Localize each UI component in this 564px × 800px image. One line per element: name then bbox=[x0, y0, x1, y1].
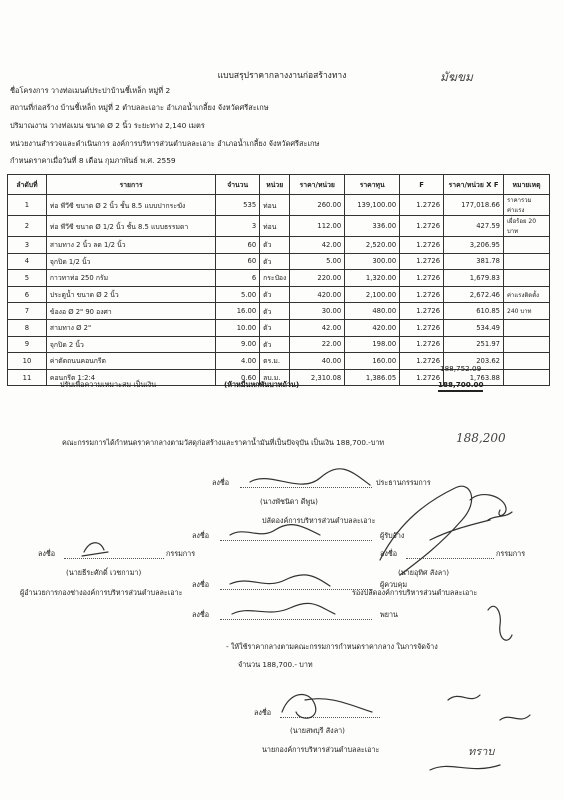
row-item: ข้องอ Ø 2" 90 องศา bbox=[46, 303, 215, 320]
row-factor: 1.2726 bbox=[400, 195, 444, 216]
left-role: กรรมการ bbox=[166, 549, 196, 558]
large-signature-scribble bbox=[380, 486, 490, 575]
row-no: 5 bbox=[8, 270, 47, 287]
row-unit: ตัว bbox=[260, 303, 290, 320]
row-factor: 1.2726 bbox=[400, 253, 444, 270]
left-sign-prefix: ลงชื่อ bbox=[38, 549, 56, 558]
margin-scribble bbox=[488, 606, 512, 640]
row-cost: 336.00 bbox=[345, 216, 400, 237]
row-item: คอนกรีต 1:2:4 bbox=[46, 369, 215, 386]
row-qty: 16.00 bbox=[216, 303, 260, 320]
project-location: สถานที่ก่อสร้าง บ้านชี้เหล็ก หมู่ที่ 2 ตำบลละเอาะ อำเภอน้ำเกลี้ยง จังหวัดศรีสะเกษ bbox=[10, 103, 269, 112]
row-qty: 0.60 bbox=[216, 369, 260, 386]
row-price-factor: 203.62 bbox=[444, 353, 504, 370]
row-price-factor: 251.97 bbox=[444, 336, 504, 353]
row-no: 1 bbox=[8, 195, 47, 216]
row-qty: 6 bbox=[216, 270, 260, 287]
header-cost: ราคาทุน bbox=[345, 175, 400, 195]
row-unit-price: 5.00 bbox=[290, 253, 345, 270]
row-no: 11 bbox=[8, 369, 47, 386]
mid-signature-scribble-2 bbox=[230, 575, 330, 586]
row-item: ท่อ พีวีซี ขนาด Ø 2 นิ้ว ชั้น 8.5 แบบปากระฆัง bbox=[46, 195, 215, 216]
row-unit-price: 40.00 bbox=[290, 353, 345, 370]
mid-role-2: ผู้ควบคุม bbox=[380, 580, 408, 589]
row-price-factor: 3,206.95 bbox=[444, 237, 504, 254]
row-factor: 1.2726 bbox=[400, 216, 444, 237]
row-item: กาวทาท่อ 250 กรัม bbox=[46, 270, 215, 287]
row-cost: 1,386.05 bbox=[345, 369, 400, 386]
bottom-right-scribble bbox=[430, 695, 530, 770]
row-unit: ท่อน bbox=[260, 195, 290, 216]
chair-role: ประธานกรรมการ bbox=[376, 478, 431, 487]
row-unit-price: 220.00 bbox=[290, 270, 345, 287]
row-unit: ตัว bbox=[260, 286, 290, 303]
row-item: ท่อ พีวีซี ขนาด Ø 1/2 นิ้ว ชั้น 8.5 แบบธรรมดา bbox=[46, 216, 215, 237]
bottom-sign-prefix: ลงชื่อ bbox=[254, 708, 272, 717]
row-item: สามทาง Ø 2" bbox=[46, 319, 215, 336]
rounded-value: 188,700.00 bbox=[438, 380, 483, 392]
row-unit: ตัว bbox=[260, 237, 290, 254]
row-cost: 1,320.00 bbox=[345, 270, 400, 287]
left-name: (นายธีระศักดิ์ เวชกามา) bbox=[66, 568, 142, 577]
row-factor: 1.2726 bbox=[400, 319, 444, 336]
row-factor: 1.2726 bbox=[400, 237, 444, 254]
mid-sign-prefix-3: ลงชื่อ bbox=[192, 610, 210, 619]
right-sign-prefix: ลงชื่อ bbox=[380, 549, 398, 558]
row-cost: 300.00 bbox=[345, 253, 400, 270]
right-role: กรรมการ bbox=[496, 549, 526, 558]
header-item: รายการ bbox=[46, 175, 215, 195]
corner-handwritten-note: มัฆขม bbox=[440, 70, 473, 84]
mid-signature-scribble-1 bbox=[230, 525, 320, 535]
row-factor: 1.2726 bbox=[400, 353, 444, 370]
header-unit-price: ราคา/หน่วย bbox=[290, 175, 345, 195]
row-no: 2 bbox=[8, 216, 47, 237]
row-cost: 480.00 bbox=[345, 303, 400, 320]
row-no: 6 bbox=[8, 286, 47, 303]
row-no: 9 bbox=[8, 336, 47, 353]
header-no: ลำดับที่ bbox=[8, 175, 47, 195]
left-position: ผู้อำนวยการกองช่างองค์การบริหารส่วนตำบลละเอาะ bbox=[20, 588, 183, 597]
row-unit-price: 42.00 bbox=[290, 319, 345, 336]
approval-amount: จำนวน 188,700.- บาท bbox=[238, 660, 313, 669]
row-unit: ตร.ม. bbox=[260, 353, 290, 370]
row-unit: ตัว bbox=[260, 253, 290, 270]
committee-statement: คณะกรรมการได้กำหนดราคากลางตามวัสดุก่อสร้างและราคาน้ำมันที่เป็นปัจจุบัน เป็นเงิน 188,700.-บาท bbox=[62, 438, 385, 447]
rounded-label: ปรับเพื่อความเหมาะสม เป็นเงิน bbox=[60, 380, 157, 389]
row-qty: 60 bbox=[216, 237, 260, 254]
right-position: รองปลัดองค์การบริหารส่วนตำบลละเอาะ bbox=[352, 588, 478, 597]
bottom-signature-scribble bbox=[282, 695, 372, 719]
row-price-factor: 1,763.88 bbox=[444, 369, 504, 386]
header-qty: จำนวน bbox=[216, 175, 260, 195]
row-unit: ตัว bbox=[260, 336, 290, 353]
row-price-factor: 381.78 bbox=[444, 253, 504, 270]
row-qty: 10.00 bbox=[216, 319, 260, 336]
row-item: ค่าตัดถนนคอนกรีต bbox=[46, 353, 215, 370]
price-date: กำหนดราคาเมื่อวันที่ 8 เดือน กุมภาพันธ์ พ.ศ. 2559 bbox=[10, 156, 176, 165]
right-margin-signature bbox=[470, 495, 512, 520]
row-note: ราคารวมค่าแรง bbox=[504, 195, 550, 216]
row-qty: 535 bbox=[216, 195, 260, 216]
responsible-agency: หน่วยงานสำรวจและดำเนินการ องค์การบริหารส่วนตำบลละเอาะ อำเภอน้ำเกลี้ยง จังหวัดศรีสะเกษ bbox=[10, 139, 320, 148]
row-factor: 1.2726 bbox=[400, 303, 444, 320]
row-cost: 198.00 bbox=[345, 336, 400, 353]
chair-sign-prefix: ลงชื่อ bbox=[212, 478, 230, 487]
mid-sign-prefix-2: ลงชื่อ bbox=[192, 580, 210, 589]
row-note: เผื่อร้อย 20 บาท bbox=[504, 216, 550, 237]
mid-sign-prefix-1: ลงชื่อ bbox=[192, 531, 210, 540]
row-no: 3 bbox=[8, 237, 47, 254]
row-factor: 1.2726 bbox=[400, 369, 444, 386]
mid-role-1: ผู้รับจ้าง bbox=[380, 531, 405, 540]
row-cost: 2,520.00 bbox=[345, 237, 400, 254]
row-unit: กระป๋อง bbox=[260, 270, 290, 287]
row-qty: 3 bbox=[216, 216, 260, 237]
row-unit-price: 42.00 bbox=[290, 237, 345, 254]
row-qty: 5.00 bbox=[216, 286, 260, 303]
row-item: สามทาง 2 นิ้ว ลด 1/2 นิ้ว bbox=[46, 237, 215, 254]
row-unit-price: 260.00 bbox=[290, 195, 345, 216]
project-name: ชื่อโครงการ วางท่อเมนต์ประปาบ้านชี้เหล็ก หมู่ที่ 2 bbox=[10, 86, 171, 95]
row-cost: 139,100.00 bbox=[345, 195, 400, 216]
row-no: 8 bbox=[8, 319, 47, 336]
header-unit: หน่วย bbox=[260, 175, 290, 195]
mid-signature-scribble-3 bbox=[232, 603, 335, 614]
row-unit: ท่อน bbox=[260, 216, 290, 237]
row-no: 7 bbox=[8, 303, 47, 320]
row-factor: 1.2726 bbox=[400, 270, 444, 287]
row-cost: 2,100.00 bbox=[345, 286, 400, 303]
chair-position: ปลัดองค์การบริหารส่วนตำบลละเอาะ bbox=[262, 516, 376, 525]
row-unit-price: 420.00 bbox=[290, 286, 345, 303]
row-unit: ตัว bbox=[260, 319, 290, 336]
row-factor: 1.2726 bbox=[400, 336, 444, 353]
header-price-factor: ราคา/หน่วย X F bbox=[444, 175, 504, 195]
row-cost: 420.00 bbox=[345, 319, 400, 336]
subtotal-value: 188,752.09 bbox=[440, 364, 482, 373]
work-quantity: ปริมาณงาน วางท่อเมน ขนาด Ø 2 นิ้ว ระยะทาง 2,140 เมตร bbox=[10, 121, 205, 130]
bottom-position: นายกองค์การบริหารส่วนตำบลละเอาะ bbox=[262, 745, 380, 754]
row-unit-price: 112.00 bbox=[290, 216, 345, 237]
bottom-name: (นายสพบุรี สังลา) bbox=[290, 726, 345, 735]
row-unit: ลบ.ม. bbox=[260, 369, 290, 386]
row-cost: 160.00 bbox=[345, 353, 400, 370]
rounded-words: (ห้าหมื่นหกพันบาทถ้วน) bbox=[224, 380, 300, 389]
row-price-factor: 610.85 bbox=[444, 303, 504, 320]
header-note: หมายเหตุ bbox=[504, 175, 550, 195]
document-title: แบบสรุปราคากลางงานก่อสร้างทาง bbox=[217, 71, 347, 81]
row-unit-price: 2,310.08 bbox=[290, 369, 345, 386]
row-item: จุกปิด 2 นิ้ว bbox=[46, 336, 215, 353]
row-price-factor: 177,018.66 bbox=[444, 195, 504, 216]
row-note: ค่าแรงติดตั้ง bbox=[504, 286, 550, 303]
row-factor: 1.2726 bbox=[400, 286, 444, 303]
row-price-factor: 2,672.46 bbox=[444, 286, 504, 303]
row-unit-price: 22.00 bbox=[290, 336, 345, 353]
row-price-factor: 1,679.83 bbox=[444, 270, 504, 287]
margin-handwritten-note: ทราบ bbox=[468, 745, 495, 758]
approval-note: - ให้ใช้ราคากลางตามคณะกรรมการกำหนดราคากลาง ในการจัดจ้าง bbox=[226, 642, 438, 651]
row-qty: 4.00 bbox=[216, 353, 260, 370]
left-signature-scribble bbox=[82, 543, 108, 556]
row-no: 10 bbox=[8, 353, 47, 370]
handwritten-amount: 188,200 bbox=[456, 431, 506, 445]
row-unit-price: 30.00 bbox=[290, 303, 345, 320]
mid-role-3: พยาน bbox=[380, 610, 398, 619]
row-qty: 60 bbox=[216, 253, 260, 270]
row-price-factor: 427.59 bbox=[444, 216, 504, 237]
row-price-factor: 534.49 bbox=[444, 319, 504, 336]
row-qty: 9.00 bbox=[216, 336, 260, 353]
row-item: จุกปิด 1/2 นิ้ว bbox=[46, 253, 215, 270]
row-no: 4 bbox=[8, 253, 47, 270]
header-factor: F bbox=[400, 175, 444, 195]
row-item: ประตูน้ำ ขนาด Ø 2 นิ้ว bbox=[46, 286, 215, 303]
chair-signature-scribble bbox=[250, 469, 370, 485]
chair-name: (นางพัชนิดา ดีพูน) bbox=[260, 497, 318, 506]
row-note: 240 บาท bbox=[504, 303, 550, 320]
right-name: (นายอุทิศ สังลา) bbox=[398, 568, 450, 577]
